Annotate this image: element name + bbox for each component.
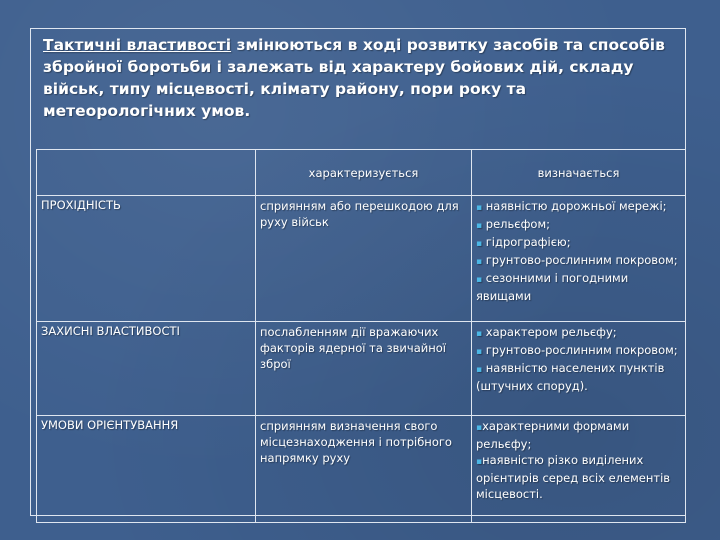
list-item: ▪ рельєфом; xyxy=(476,217,550,231)
property-cell: ПРОХІДНІСТЬ xyxy=(37,196,256,322)
bullet-icon: ▪ xyxy=(476,457,483,467)
list-item: ▪ наявністю населених пунктів (штучних споруд). xyxy=(476,361,665,393)
bullet-icon: ▪ xyxy=(476,423,483,433)
list-item: ▪ сезонними і погодними явищами xyxy=(476,271,629,303)
bullet-icon: ▪ xyxy=(476,275,483,285)
table-row xyxy=(37,416,686,523)
bullet-icon: ▪ xyxy=(476,239,483,249)
list-item: ▪ грунтово-рослинним покровом; xyxy=(476,343,678,357)
property-cell: ЗАХИСНІ ВЛАСТИВОСТІ xyxy=(37,322,256,416)
header-determined: визначається xyxy=(472,150,686,196)
determined-cell xyxy=(472,416,686,523)
list-item: ▪ наявністю дорожньої мережі; xyxy=(476,199,667,213)
list-item: ▪характерними формами рельєфу; xyxy=(476,419,630,451)
table-row xyxy=(37,322,686,416)
title-text: змінюються в ході розвитку засобів та способів збройної боротьби і залежать від характеру бойових дій, складу військ, типу місцевості, клімату району, пори року та метеорологічних умов. xyxy=(43,36,665,120)
characterized-cell: сприянням визначення свого місцезнаходження і потрібного напрямку руху xyxy=(256,416,472,523)
slide-title xyxy=(43,34,683,122)
property-cell: УМОВИ ОРІЄНТУВАННЯ xyxy=(37,416,256,523)
bullet-icon: ▪ xyxy=(476,329,483,339)
list-item: ▪ характером рельєфу; xyxy=(476,325,617,339)
table-row xyxy=(37,196,686,322)
list-item: ▪ гідрографією; xyxy=(476,235,571,249)
characterized-cell: послабленням дії вражаючих факторів ядерної та звичайної зброї xyxy=(256,322,472,416)
properties-table xyxy=(36,149,686,523)
header-empty xyxy=(37,150,256,196)
bullet-icon: ▪ xyxy=(476,221,483,231)
bullet-icon: ▪ xyxy=(476,257,483,267)
list-item: ▪ грунтово-рослинним покровом; xyxy=(476,253,678,267)
determined-cell xyxy=(472,196,686,322)
bullet-icon: ▪ xyxy=(476,347,483,357)
determined-cell xyxy=(472,322,686,416)
header-row xyxy=(37,150,686,196)
bullet-icon: ▪ xyxy=(476,365,483,375)
header-characterized: характеризується xyxy=(256,150,472,196)
characterized-cell: сприянням або перешкодою для руху військ xyxy=(256,196,472,322)
bullet-icon: ▪ xyxy=(476,203,483,213)
list-item: ▪наявністю різко виділених орієнтирів серед всіх елементів місцевості. xyxy=(476,453,671,501)
title-link[interactable]: Тактичні властивості xyxy=(43,36,232,54)
